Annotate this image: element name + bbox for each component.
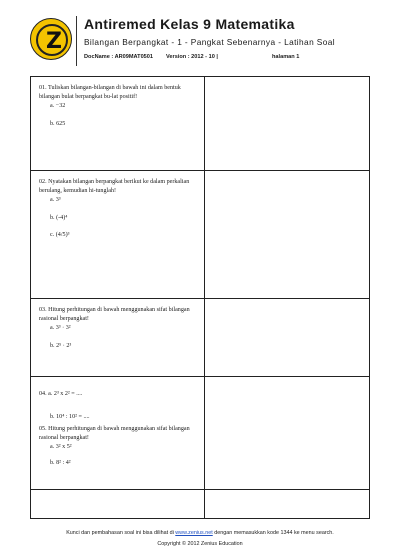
question-text: 01. Tuliskan bilangan-bilangan di bawah ini dalam bentuk bilangan bulat berpangkat bu-lat positif! [39,85,181,100]
logo-letter: Z [46,29,62,54]
question-cell [31,77,205,170]
question-option: b. 2⁵ · 2³ [50,342,72,349]
document-title: Antiremed Kelas 9 Matematika [84,16,295,32]
answer-cell[interactable] [205,171,369,298]
question-text: 04. a. 2³ x 2² = .... [39,391,83,397]
document-subtitle: Bilangan Berpangkat - 1 - Pangkat Sebenarnya - Latihan Soal [84,37,335,47]
question-cell [31,299,205,376]
question-option: a. 3³ [50,197,61,204]
logo-ring [36,24,68,56]
doc-name: DocName : AR09MAT0501 [84,54,154,60]
question-option: c. (4/5)³ [50,232,70,239]
question-option: b. (-4)⁴ [50,214,68,221]
zenius-logo [30,18,72,60]
question-row [31,299,369,377]
page-number: halaman 1 [272,54,300,60]
question-row [31,171,369,299]
question-option: b. 8² : 4² [50,459,71,466]
answer-cell[interactable] [205,299,369,376]
question-option: b. 625 [50,120,66,127]
question-text: 05. Hitung perhitungan di bawah menggunakan sifat bilangan rasional berpangkat! [39,426,190,441]
answer-cell[interactable] [205,419,369,518]
question-option: a. 3² x 5² [50,444,72,451]
footer-text-before: Kunci dan pembahasan soal ini bisa dilihat di [66,530,176,536]
question-option: a. −32 [50,103,66,110]
question-text: 02. Nyatakan bilangan berpangkat berikut ke dalam perkalian berulang, kemudian hi-tunglah! [39,179,190,194]
answer-cell[interactable] [205,77,369,170]
copyright: Copyright © 2012 Zenius Education [157,541,243,547]
question-cell [31,171,205,298]
doc-version: Version : 2012 - 10 | [166,54,218,60]
question-option: a. 3³ · 3² [50,325,71,332]
header-divider [76,16,77,66]
question-option: b. 10⁴ : 10² = .... [50,413,90,420]
zenius-link[interactable]: www.zenius.net [175,530,213,536]
question-row [31,77,369,171]
footer-note [0,530,400,536]
question-cell [31,419,205,518]
footer-text-after: dengan memasukkan kode 1344 ke menu search. [212,530,334,536]
question-row [30,419,370,519]
question-text: 03. Hitung perhitungan di bawah menggunakan sifat bilangan rasional berpangkat! [39,307,190,322]
